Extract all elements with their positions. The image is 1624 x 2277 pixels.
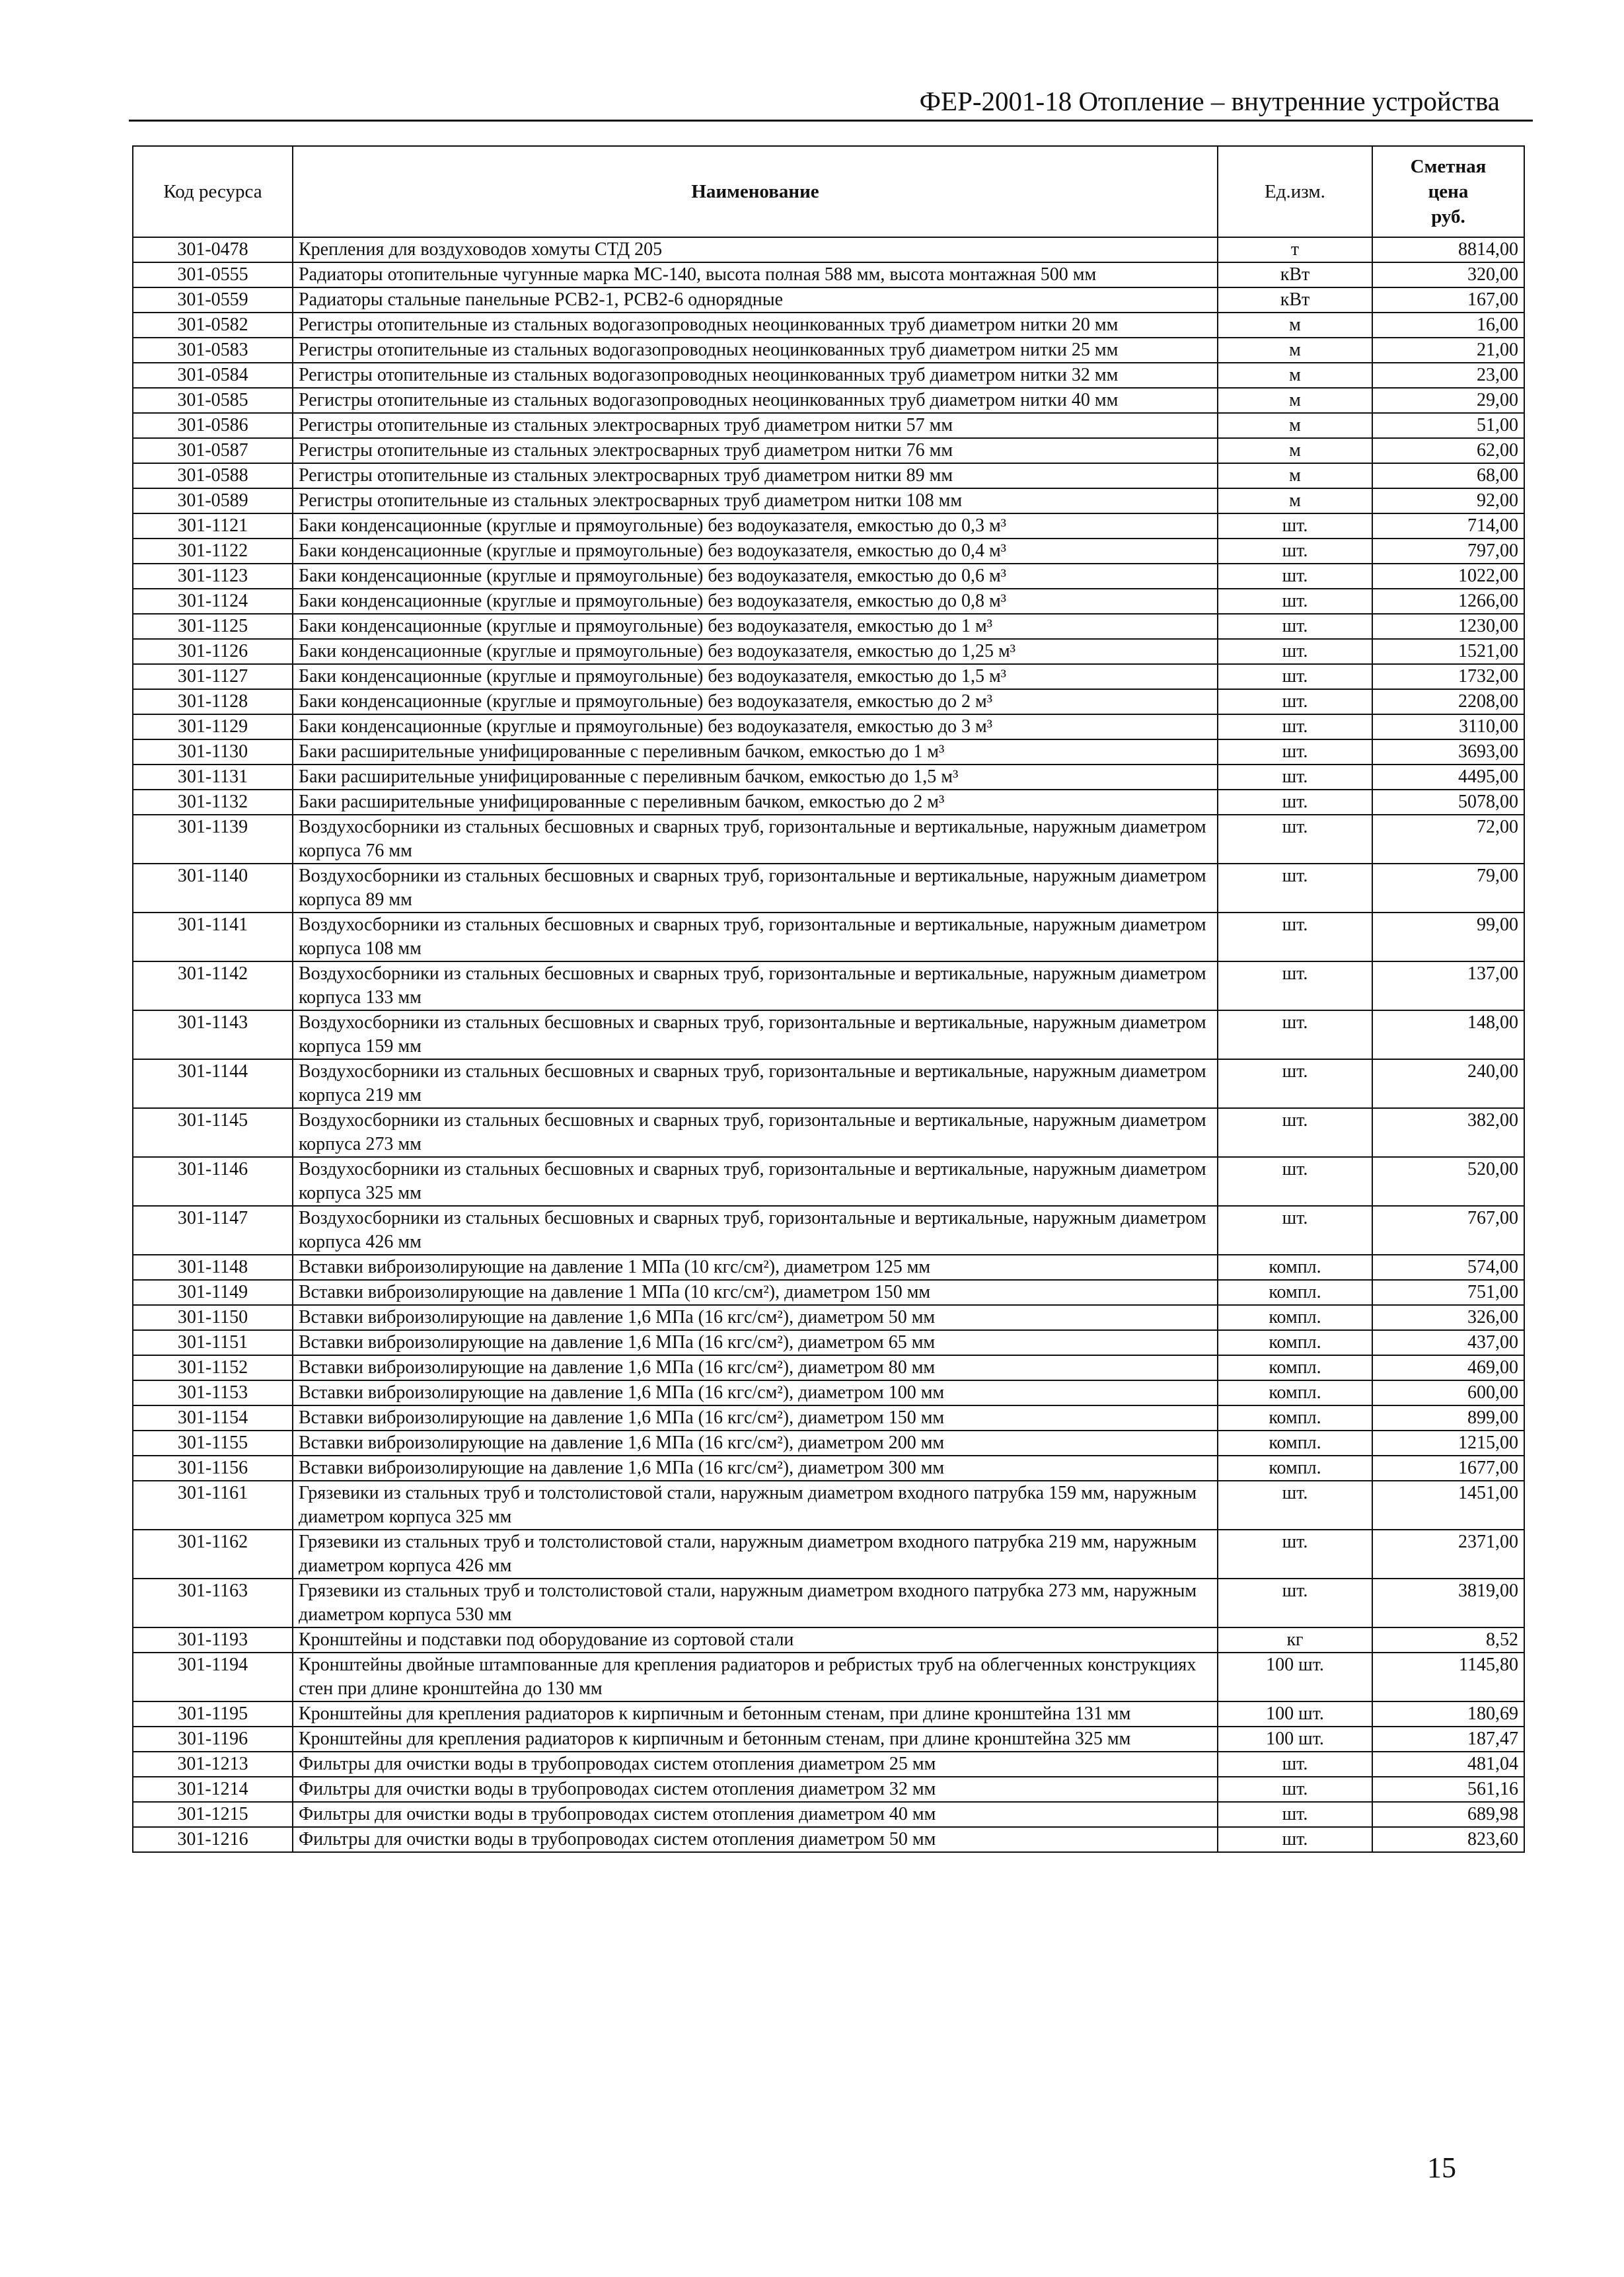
- cell-price: 148,00: [1372, 1010, 1524, 1059]
- table-row: [133, 539, 1524, 564]
- cell-unit: кВт: [1218, 287, 1372, 313]
- cell-code: 301-1130: [133, 739, 293, 765]
- cell-code: 301-1215: [133, 1802, 293, 1827]
- cell-code: 301-1131: [133, 765, 293, 790]
- table-row: [133, 1108, 1524, 1157]
- cell-unit: компл.: [1218, 1380, 1372, 1405]
- cell-code: 301-1154: [133, 1405, 293, 1431]
- cell-code: 301-1213: [133, 1752, 293, 1777]
- cell-price: 1266,00: [1372, 589, 1524, 614]
- cell-unit: м: [1218, 488, 1372, 513]
- cell-price: 1215,00: [1372, 1431, 1524, 1456]
- table-row: [133, 1627, 1524, 1653]
- table-row: [133, 1305, 1524, 1330]
- cell-unit: шт.: [1218, 539, 1372, 564]
- column-header-price-line3: руб.: [1431, 206, 1465, 227]
- table-row: [133, 438, 1524, 463]
- cell-name: Грязевики из стальных труб и толстолистовой стали, наружным диаметром входного патрубка 273 мм, наружным диаметром корпуса 530 мм: [293, 1579, 1218, 1627]
- table-row: [133, 237, 1524, 262]
- cell-code: 301-0584: [133, 363, 293, 388]
- cell-price: 767,00: [1372, 1206, 1524, 1255]
- table-row: [133, 1330, 1524, 1355]
- cell-code: 301-1124: [133, 589, 293, 614]
- table-row: [133, 388, 1524, 413]
- cell-code: 301-0583: [133, 338, 293, 363]
- cell-code: 301-1146: [133, 1157, 293, 1206]
- cell-code: 301-1126: [133, 639, 293, 664]
- cell-unit: шт.: [1218, 913, 1372, 961]
- cell-price: 1521,00: [1372, 639, 1524, 664]
- cell-name: Вставки виброизолирующие на давление 1,6 МПа (16 кгс/см²), диаметром 100 мм: [293, 1380, 1218, 1405]
- cell-name: Кронштейны и подставки под оборудование из сортовой стали: [293, 1627, 1218, 1653]
- column-header-price: [1372, 146, 1524, 237]
- cell-name: Воздухосборники из стальных бесшовных и сварных труб, горизонтальные и вертикальные, наружным диаметром корпуса 89 мм: [293, 864, 1218, 913]
- cell-code: 301-1153: [133, 1380, 293, 1405]
- cell-name: Радиаторы отопительные чугунные марка МС-140, высота полная 588 мм, высота монтажная 500 мм: [293, 262, 1218, 287]
- cell-code: 301-1128: [133, 689, 293, 714]
- cell-name: Вставки виброизолирующие на давление 1,6 МПа (16 кгс/см²), диаметром 80 мм: [293, 1355, 1218, 1380]
- table-row: [133, 463, 1524, 488]
- cell-price: 469,00: [1372, 1355, 1524, 1380]
- cell-price: 326,00: [1372, 1305, 1524, 1330]
- cell-code: 301-1194: [133, 1653, 293, 1701]
- table-row: [133, 815, 1524, 864]
- cell-unit: шт.: [1218, 1059, 1372, 1108]
- cell-unit: компл.: [1218, 1330, 1372, 1355]
- cell-price: 21,00: [1372, 338, 1524, 363]
- table-row: [133, 413, 1524, 438]
- table-row: [133, 287, 1524, 313]
- cell-unit: шт.: [1218, 1827, 1372, 1852]
- cell-unit: шт.: [1218, 639, 1372, 664]
- header-rule: [129, 120, 1533, 122]
- cell-code: 301-0586: [133, 413, 293, 438]
- cell-code: 301-1151: [133, 1330, 293, 1355]
- cell-price: 8,52: [1372, 1627, 1524, 1653]
- cell-price: 1451,00: [1372, 1481, 1524, 1530]
- cell-price: 180,69: [1372, 1701, 1524, 1727]
- page-title: ФЕР-2001-18 Отопление – внутренние устройства: [919, 86, 1500, 116]
- cell-name: Баки конденсационные (круглые и прямоугольные) без водоуказателя, емкостью до 0,3 м³: [293, 513, 1218, 539]
- table-row: [133, 1280, 1524, 1305]
- cell-name: Вставки виброизолирующие на давление 1,6 МПа (16 кгс/см²), диаметром 200 мм: [293, 1431, 1218, 1456]
- column-header-code: Код ресурса: [133, 146, 293, 237]
- cell-code: 301-1150: [133, 1305, 293, 1330]
- cell-code: 301-0559: [133, 287, 293, 313]
- cell-name: Грязевики из стальных труб и толстолистовой стали, наружным диаметром входного патрубка 219 мм, наружным диаметром корпуса 426 мм: [293, 1530, 1218, 1579]
- table-row: [133, 1777, 1524, 1802]
- cell-unit: кВт: [1218, 262, 1372, 287]
- cell-name: Вставки виброизолирующие на давление 1 МПа (10 кгс/см²), диаметром 125 мм: [293, 1255, 1218, 1280]
- cell-name: Вставки виброизолирующие на давление 1 МПа (10 кгс/см²), диаметром 150 мм: [293, 1280, 1218, 1305]
- cell-code: 301-1195: [133, 1701, 293, 1727]
- cell-unit: шт.: [1218, 1530, 1372, 1579]
- cell-name: Регистры отопительные из стальных электросварных труб диаметром нитки 57 мм: [293, 413, 1218, 438]
- table-row: [133, 739, 1524, 765]
- cell-name: Вставки виброизолирующие на давление 1,6 МПа (16 кгс/см²), диаметром 300 мм: [293, 1456, 1218, 1481]
- cell-price: 72,00: [1372, 815, 1524, 864]
- cell-price: 751,00: [1372, 1280, 1524, 1305]
- cell-name: Фильтры для очистки воды в трубопроводах систем отопления диаметром 25 мм: [293, 1752, 1218, 1777]
- cell-code: 301-1161: [133, 1481, 293, 1530]
- table-row: [133, 864, 1524, 913]
- table-row: [133, 1431, 1524, 1456]
- cell-name: Воздухосборники из стальных бесшовных и сварных труб, горизонтальные и вертикальные, наружным диаметром корпуса 273 мм: [293, 1108, 1218, 1157]
- cell-name: Вставки виброизолирующие на давление 1,6 МПа (16 кгс/см²), диаметром 150 мм: [293, 1405, 1218, 1431]
- cell-price: 899,00: [1372, 1405, 1524, 1431]
- cell-unit: м: [1218, 388, 1372, 413]
- cell-unit: шт.: [1218, 664, 1372, 689]
- cell-unit: шт.: [1218, 1010, 1372, 1059]
- cell-name: Регистры отопительные из стальных электросварных труб диаметром нитки 108 мм: [293, 488, 1218, 513]
- cell-name: Воздухосборники из стальных бесшовных и сварных труб, горизонтальные и вертикальные, наружным диаметром корпуса 108 мм: [293, 913, 1218, 961]
- cell-code: 301-1144: [133, 1059, 293, 1108]
- cell-code: 301-1140: [133, 864, 293, 913]
- cell-price: 714,00: [1372, 513, 1524, 539]
- cell-unit: м: [1218, 413, 1372, 438]
- cell-unit: компл.: [1218, 1405, 1372, 1431]
- cell-name: Вставки виброизолирующие на давление 1,6 МПа (16 кгс/см²), диаметром 50 мм: [293, 1305, 1218, 1330]
- cell-code: 301-1156: [133, 1456, 293, 1481]
- cell-name: Регистры отопительные из стальных водогазопроводных неоцинкованных труб диаметром нитки 32 мм: [293, 363, 1218, 388]
- cell-price: 481,04: [1372, 1752, 1524, 1777]
- cell-price: 79,00: [1372, 864, 1524, 913]
- cell-price: 62,00: [1372, 438, 1524, 463]
- table-row: [133, 363, 1524, 388]
- cell-price: 3819,00: [1372, 1579, 1524, 1627]
- cell-code: 301-1141: [133, 913, 293, 961]
- cell-unit: 100 шт.: [1218, 1653, 1372, 1701]
- table-row: [133, 1752, 1524, 1777]
- cell-name: Фильтры для очистки воды в трубопроводах систем отопления диаметром 50 мм: [293, 1827, 1218, 1852]
- cell-price: 99,00: [1372, 913, 1524, 961]
- price-table: [132, 145, 1525, 1853]
- cell-price: 2208,00: [1372, 689, 1524, 714]
- cell-code: 301-1145: [133, 1108, 293, 1157]
- cell-unit: шт.: [1218, 1777, 1372, 1802]
- cell-unit: шт.: [1218, 1579, 1372, 1627]
- cell-price: 520,00: [1372, 1157, 1524, 1206]
- cell-name: Воздухосборники из стальных бесшовных и сварных труб, горизонтальные и вертикальные, наружным диаметром корпуса 325 мм: [293, 1157, 1218, 1206]
- cell-name: Радиаторы стальные панельные РСВ2-1, РСВ2-6 однорядные: [293, 287, 1218, 313]
- table-row: [133, 488, 1524, 513]
- cell-code: 301-0585: [133, 388, 293, 413]
- cell-code: 301-1155: [133, 1431, 293, 1456]
- cell-code: 301-1162: [133, 1530, 293, 1579]
- cell-unit: компл.: [1218, 1431, 1372, 1456]
- cell-price: 167,00: [1372, 287, 1524, 313]
- cell-name: Регистры отопительные из стальных водогазопроводных неоцинкованных труб диаметром нитки 40 мм: [293, 388, 1218, 413]
- table-row: [133, 961, 1524, 1010]
- table-row: [133, 913, 1524, 961]
- cell-code: 301-1214: [133, 1777, 293, 1802]
- table-row: [133, 564, 1524, 589]
- cell-name: Баки конденсационные (круглые и прямоугольные) без водоуказателя, емкостью до 1,5 м³: [293, 664, 1218, 689]
- cell-price: 320,00: [1372, 262, 1524, 287]
- cell-price: 51,00: [1372, 413, 1524, 438]
- cell-unit: шт.: [1218, 689, 1372, 714]
- cell-code: 301-1139: [133, 815, 293, 864]
- cell-code: 301-1122: [133, 539, 293, 564]
- table-row: [133, 664, 1524, 689]
- cell-unit: компл.: [1218, 1255, 1372, 1280]
- cell-price: 240,00: [1372, 1059, 1524, 1108]
- cell-price: 823,60: [1372, 1827, 1524, 1852]
- cell-code: 301-1152: [133, 1355, 293, 1380]
- cell-unit: шт.: [1218, 714, 1372, 739]
- cell-name: Воздухосборники из стальных бесшовных и сварных труб, горизонтальные и вертикальные, наружным диаметром корпуса 219 мм: [293, 1059, 1218, 1108]
- cell-code: 301-0589: [133, 488, 293, 513]
- cell-name: Фильтры для очистки воды в трубопроводах систем отопления диаметром 32 мм: [293, 1777, 1218, 1802]
- column-header-price-line1: Сметная: [1410, 156, 1487, 177]
- cell-price: 1145,80: [1372, 1653, 1524, 1701]
- cell-name: Баки расширительные унифицированные с переливным бачком, емкостью до 2 м³: [293, 790, 1218, 815]
- cell-unit: шт.: [1218, 589, 1372, 614]
- cell-code: 301-1129: [133, 714, 293, 739]
- cell-price: 23,00: [1372, 363, 1524, 388]
- cell-name: Фильтры для очистки воды в трубопроводах систем отопления диаметром 40 мм: [293, 1802, 1218, 1827]
- cell-price: 5078,00: [1372, 790, 1524, 815]
- cell-name: Баки конденсационные (круглые и прямоугольные) без водоуказателя, емкостью до 2 м³: [293, 689, 1218, 714]
- cell-unit: компл.: [1218, 1456, 1372, 1481]
- table-row: [133, 765, 1524, 790]
- cell-code: 301-1123: [133, 564, 293, 589]
- cell-unit: шт.: [1218, 1802, 1372, 1827]
- cell-price: 16,00: [1372, 313, 1524, 338]
- table-row: [133, 1380, 1524, 1405]
- table-row: [133, 1405, 1524, 1431]
- table-row: [133, 1727, 1524, 1752]
- column-header-unit: Ед.изм.: [1218, 146, 1372, 237]
- cell-price: 3110,00: [1372, 714, 1524, 739]
- cell-code: 301-1125: [133, 614, 293, 639]
- table-row: [133, 1206, 1524, 1255]
- cell-code: 301-1121: [133, 513, 293, 539]
- cell-code: 301-1148: [133, 1255, 293, 1280]
- cell-unit: 100 шт.: [1218, 1701, 1372, 1727]
- cell-code: 301-0582: [133, 313, 293, 338]
- cell-name: Кронштейны двойные штампованные для крепления радиаторов и ребристых труб на облегченных конструкциях стен при длине кронштейна до 130 мм: [293, 1653, 1218, 1701]
- table-header-row: [133, 146, 1524, 237]
- cell-price: 1677,00: [1372, 1456, 1524, 1481]
- cell-code: 301-1196: [133, 1727, 293, 1752]
- cell-name: Регистры отопительные из стальных водогазопроводных неоцинкованных труб диаметром нитки 20 мм: [293, 313, 1218, 338]
- cell-code: 301-1127: [133, 664, 293, 689]
- table-row: [133, 338, 1524, 363]
- table-row: [133, 790, 1524, 815]
- table-row: [133, 1653, 1524, 1701]
- table-row: [133, 714, 1524, 739]
- cell-unit: шт.: [1218, 1481, 1372, 1530]
- table-row: [133, 589, 1524, 614]
- cell-price: 600,00: [1372, 1380, 1524, 1405]
- cell-name: Баки конденсационные (круглые и прямоугольные) без водоуказателя, емкостью до 0,6 м³: [293, 564, 1218, 589]
- table-row: [133, 1701, 1524, 1727]
- cell-unit: кг: [1218, 1627, 1372, 1653]
- cell-price: 797,00: [1372, 539, 1524, 564]
- cell-name: Кронштейны для крепления радиаторов к кирпичным и бетонным стенам, при длине кронштейна 325 мм: [293, 1727, 1218, 1752]
- cell-code: 301-1193: [133, 1627, 293, 1653]
- cell-unit: шт.: [1218, 765, 1372, 790]
- cell-code: 301-1132: [133, 790, 293, 815]
- cell-price: 437,00: [1372, 1330, 1524, 1355]
- page-number: 15: [1427, 2151, 1456, 2184]
- cell-code: 301-1216: [133, 1827, 293, 1852]
- table-row: [133, 639, 1524, 664]
- cell-unit: компл.: [1218, 1305, 1372, 1330]
- cell-unit: шт.: [1218, 1157, 1372, 1206]
- cell-unit: шт.: [1218, 513, 1372, 539]
- cell-unit: шт.: [1218, 614, 1372, 639]
- table-row: [133, 313, 1524, 338]
- cell-price: 29,00: [1372, 388, 1524, 413]
- cell-price: 382,00: [1372, 1108, 1524, 1157]
- cell-unit: компл.: [1218, 1280, 1372, 1305]
- cell-name: Баки конденсационные (круглые и прямоугольные) без водоуказателя, емкостью до 1 м³: [293, 614, 1218, 639]
- cell-name: Регистры отопительные из стальных электросварных труб диаметром нитки 89 мм: [293, 463, 1218, 488]
- cell-unit: шт.: [1218, 1206, 1372, 1255]
- cell-code: 301-0587: [133, 438, 293, 463]
- cell-name: Баки конденсационные (круглые и прямоугольные) без водоуказателя, емкостью до 0,8 м³: [293, 589, 1218, 614]
- cell-price: 92,00: [1372, 488, 1524, 513]
- cell-code: 301-0588: [133, 463, 293, 488]
- cell-unit: шт.: [1218, 739, 1372, 765]
- cell-code: 301-1142: [133, 961, 293, 1010]
- cell-price: 1732,00: [1372, 664, 1524, 689]
- cell-name: Кронштейны для крепления радиаторов к кирпичным и бетонным стенам, при длине кронштейна 131 мм: [293, 1701, 1218, 1727]
- cell-price: 137,00: [1372, 961, 1524, 1010]
- cell-name: Воздухосборники из стальных бесшовных и сварных труб, горизонтальные и вертикальные, наружным диаметром корпуса 159 мм: [293, 1010, 1218, 1059]
- cell-unit: м: [1218, 438, 1372, 463]
- table-body: [133, 237, 1524, 1852]
- cell-name: Баки конденсационные (круглые и прямоугольные) без водоуказателя, емкостью до 1,25 м³: [293, 639, 1218, 664]
- cell-price: 1230,00: [1372, 614, 1524, 639]
- table-row: [133, 1827, 1524, 1852]
- cell-unit: м: [1218, 338, 1372, 363]
- cell-unit: шт.: [1218, 1752, 1372, 1777]
- cell-code: 301-1143: [133, 1010, 293, 1059]
- cell-name: Крепления для воздуховодов хомуты СТД 205: [293, 237, 1218, 262]
- cell-name: Баки конденсационные (круглые и прямоугольные) без водоуказателя, емкостью до 0,4 м³: [293, 539, 1218, 564]
- cell-code: 301-1147: [133, 1206, 293, 1255]
- table-row: [133, 1456, 1524, 1481]
- cell-code: 301-1149: [133, 1280, 293, 1305]
- table-row: [133, 262, 1524, 287]
- cell-price: 68,00: [1372, 463, 1524, 488]
- cell-price: 1022,00: [1372, 564, 1524, 589]
- cell-unit: м: [1218, 313, 1372, 338]
- cell-unit: шт.: [1218, 815, 1372, 864]
- table-row: [133, 1355, 1524, 1380]
- cell-unit: т: [1218, 237, 1372, 262]
- cell-unit: шт.: [1218, 564, 1372, 589]
- cell-unit: м: [1218, 463, 1372, 488]
- cell-name: Баки конденсационные (круглые и прямоугольные) без водоуказателя, емкостью до 3 м³: [293, 714, 1218, 739]
- table-row: [133, 1255, 1524, 1280]
- cell-price: 3693,00: [1372, 739, 1524, 765]
- cell-unit: 100 шт.: [1218, 1727, 1372, 1752]
- cell-name: Воздухосборники из стальных бесшовных и сварных труб, горизонтальные и вертикальные, наружным диаметром корпуса 133 мм: [293, 961, 1218, 1010]
- table-row: [133, 614, 1524, 639]
- cell-name: Баки расширительные унифицированные с переливным бачком, емкостью до 1,5 м³: [293, 765, 1218, 790]
- cell-code: 301-0478: [133, 237, 293, 262]
- cell-name: Регистры отопительные из стальных электросварных труб диаметром нитки 76 мм: [293, 438, 1218, 463]
- cell-name: Воздухосборники из стальных бесшовных и сварных труб, горизонтальные и вертикальные, наружным диаметром корпуса 76 мм: [293, 815, 1218, 864]
- cell-unit: м: [1218, 363, 1372, 388]
- table-row: [133, 1157, 1524, 1206]
- cell-name: Баки расширительные унифицированные с переливным бачком, емкостью до 1 м³: [293, 739, 1218, 765]
- column-header-price-line2: цена: [1428, 181, 1469, 202]
- cell-price: 2371,00: [1372, 1530, 1524, 1579]
- table-row: [133, 1579, 1524, 1627]
- cell-price: 8814,00: [1372, 237, 1524, 262]
- cell-price: 561,16: [1372, 1777, 1524, 1802]
- table-row: [133, 1530, 1524, 1579]
- cell-unit: компл.: [1218, 1355, 1372, 1380]
- cell-price: 689,98: [1372, 1802, 1524, 1827]
- cell-unit: шт.: [1218, 961, 1372, 1010]
- cell-name: Грязевики из стальных труб и толстолистовой стали, наружным диаметром входного патрубка 159 мм, наружным диаметром корпуса 325 мм: [293, 1481, 1218, 1530]
- table-row: [133, 1802, 1524, 1827]
- cell-price: 574,00: [1372, 1255, 1524, 1280]
- cell-name: Вставки виброизолирующие на давление 1,6 МПа (16 кгс/см²), диаметром 65 мм: [293, 1330, 1218, 1355]
- cell-unit: шт.: [1218, 790, 1372, 815]
- cell-price: 187,47: [1372, 1727, 1524, 1752]
- cell-price: 4495,00: [1372, 765, 1524, 790]
- table-row: [133, 1010, 1524, 1059]
- table-row: [133, 1481, 1524, 1530]
- cell-unit: шт.: [1218, 864, 1372, 913]
- cell-name: Воздухосборники из стальных бесшовных и сварных труб, горизонтальные и вертикальные, наружным диаметром корпуса 426 мм: [293, 1206, 1218, 1255]
- cell-unit: шт.: [1218, 1108, 1372, 1157]
- cell-code: 301-0555: [133, 262, 293, 287]
- table-row: [133, 513, 1524, 539]
- cell-code: 301-1163: [133, 1579, 293, 1627]
- cell-name: Регистры отопительные из стальных водогазопроводных неоцинкованных труб диаметром нитки 25 мм: [293, 338, 1218, 363]
- table-row: [133, 1059, 1524, 1108]
- column-header-name: Наименование: [293, 146, 1218, 237]
- table-row: [133, 689, 1524, 714]
